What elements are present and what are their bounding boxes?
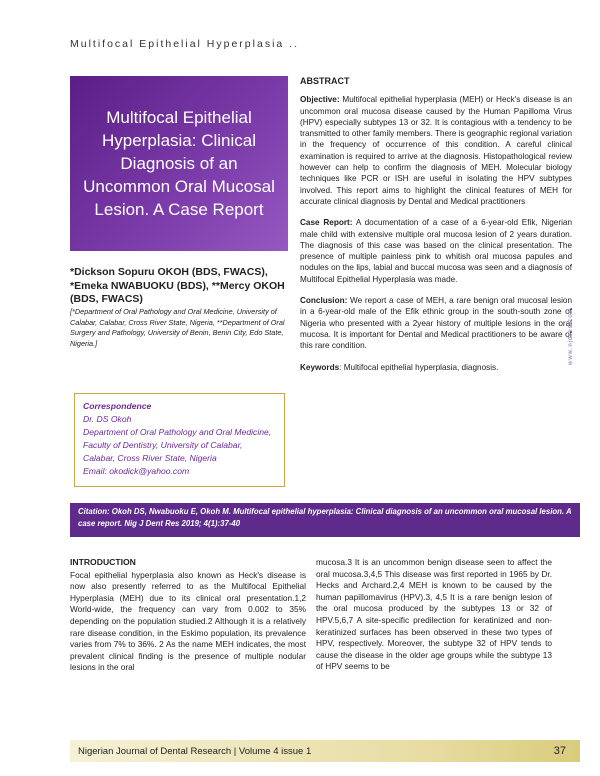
abstract-keywords xyxy=(300,362,572,373)
conclusion-label: Conclusion: xyxy=(300,296,348,306)
case-report-label: Case Report: xyxy=(300,218,353,228)
author-line: *Emeka NWABUOKU (BDS), **Mercy OKOH (BDS, FWACS) xyxy=(70,279,285,305)
intro-paragraph: Focal epithelial hyperplasia also known as Heck's disease is now also presently referred to as the Multifocal Epithelial Hyperplasia (MEH) due to its clinical oral presentation.1,2 World-wide, the frequency can vary from 0.002 to 35% depending on the population studied.2 Although it is a relatively rare disease condition, in the Eskimo population, its prevalence varies from 7% to 36%. 2 As the name MEH indicates, the most prevalent clinical finding is the presence of multiple nodular lesions in the oral xyxy=(70,569,306,673)
objective-text: Multifocal epithelial hyperplasia (MEH) or Heck's disease is an uncommon oral mucosa disease caused by the Human Papilloma Virus (HPV) especially subtypes 13 or 32. It is contagious with a tendency to be transmitted to other family members. There is geographic regional variation in the frequency of occurrence of this condition. A careful clinical examination is required to arrive at the diagnosis. Histopathological review however can help to confirm the diagnosis of MEH. Molecular biology techniques like PCR or ISH are useful in isolating the HPV subtypes involved. This report aims to highlight the clinical features of MEH for accurate clinical diagnosis by Dental and Medical practitioners xyxy=(300,95,572,206)
affiliation: [*Department of Oral Pathology and Oral Medicine, University of Calabar, Calabar, Cross River State, Nigeria, **Department of Oral Surgery and Pathology, University of Benin, Benin City, Edo State, Nigeria.] xyxy=(70,307,285,348)
objective-label: Objective: xyxy=(300,95,340,105)
author-list xyxy=(70,266,288,307)
author-line: *Dickson Sopuru OKOH (BDS, FWACS), xyxy=(70,266,268,278)
case-report-text: A documentation of a case of a 6-year-old Efik, Nigerian male child with extensive multiple oral mucosa lesion of 2 years duration. The diagnosis of this case was based on the clinical presentation. The presence of multiple painless pink to whitish oral mucosa papules and nodules on the lips, labial and buccal mucosa was seen and a diagnosis of Multifocal Epithelial Hyperplasia was made. xyxy=(300,218,572,284)
intro-column-right xyxy=(316,557,552,673)
page-number: 37 xyxy=(553,745,566,757)
keywords-label: Keywords xyxy=(300,362,340,372)
abstract xyxy=(300,76,572,383)
correspondence-address: Calabar, Cross River State, Nigeria xyxy=(83,453,217,463)
correspondence-dept: Department of Oral Pathology and Oral Medicine, xyxy=(83,427,272,437)
abstract-case-report xyxy=(300,217,572,285)
intro-column-left xyxy=(70,557,306,674)
footer-journal: Nigerian Journal of Dental Research | Volume 4 issue 1 xyxy=(78,745,312,757)
journal-url: www.njdres.com xyxy=(568,307,574,365)
running-head: Multifocal Epithelial Hyperplasia .. xyxy=(70,38,299,50)
correspondence-faculty: Faculty of Dentistry, University of Calabar, xyxy=(83,440,243,450)
abstract-conclusion xyxy=(300,295,572,351)
abstract-objective xyxy=(300,94,572,207)
abstract-heading: ABSTRACT xyxy=(300,76,350,86)
citation-bar: Citation: Okoh DS, Nwabuoku E, Okoh M. Multifocal epithelial hyperplasia: Clinical diagnosis of an uncommon oral mucosal lesion. A case report. Nig J Dent Res 2019; 4(1):37-40 xyxy=(70,503,580,537)
article-title: Multifocal Epithelial Hyperplasia: Clinical Diagnosis of an Uncommon Oral Mucosal Lesion. A Case Report xyxy=(83,108,275,219)
correspondence-box xyxy=(74,393,285,487)
intro-heading: INTRODUCTION xyxy=(70,557,136,567)
correspondence-name: Dr. DS Okoh xyxy=(83,414,132,424)
page-footer xyxy=(70,740,580,762)
conclusion-text: We report a case of MEH, a rare benign oral mucosal lesion in a 6-year-old male of the Efik ethnic group in the south-south zone of Nigeria who presented with a 2year history of multiple lesions in the oral mucosa. It is important for Dental and Medical practitioners to be aware of this rare condition. xyxy=(300,296,572,351)
correspondence-heading: Correspondence xyxy=(83,401,152,411)
intro-paragraph-continued: mucosa.3 It is an uncommon benign disease seen to affect the oral mucosa.3,4,5 This disease was first reported in 1965 by Dr. Hecks and Archard.2,4 MEH is known to be caused by the human papillomavirus (HPV).3, 4,5 It is a rare benign lesion of the oral mucosa produced by the subtypes 13 or 32 of HPV.5,6,7 A site-specific predilection for keratinized and non-keratinized surfaces has been observed in these two types of HPV, respectively. Moreover, the subtype 32 of HPV tends to cause the disease in the older age groups while the subtype 13 of HPV seems to be xyxy=(316,557,552,672)
title-banner xyxy=(70,76,288,251)
correspondence-email[interactable]: Email: okodick@yahoo.com xyxy=(83,466,190,476)
keywords-text: : Multifocal epithelial hyperplasia, diagnosis. xyxy=(339,362,499,372)
